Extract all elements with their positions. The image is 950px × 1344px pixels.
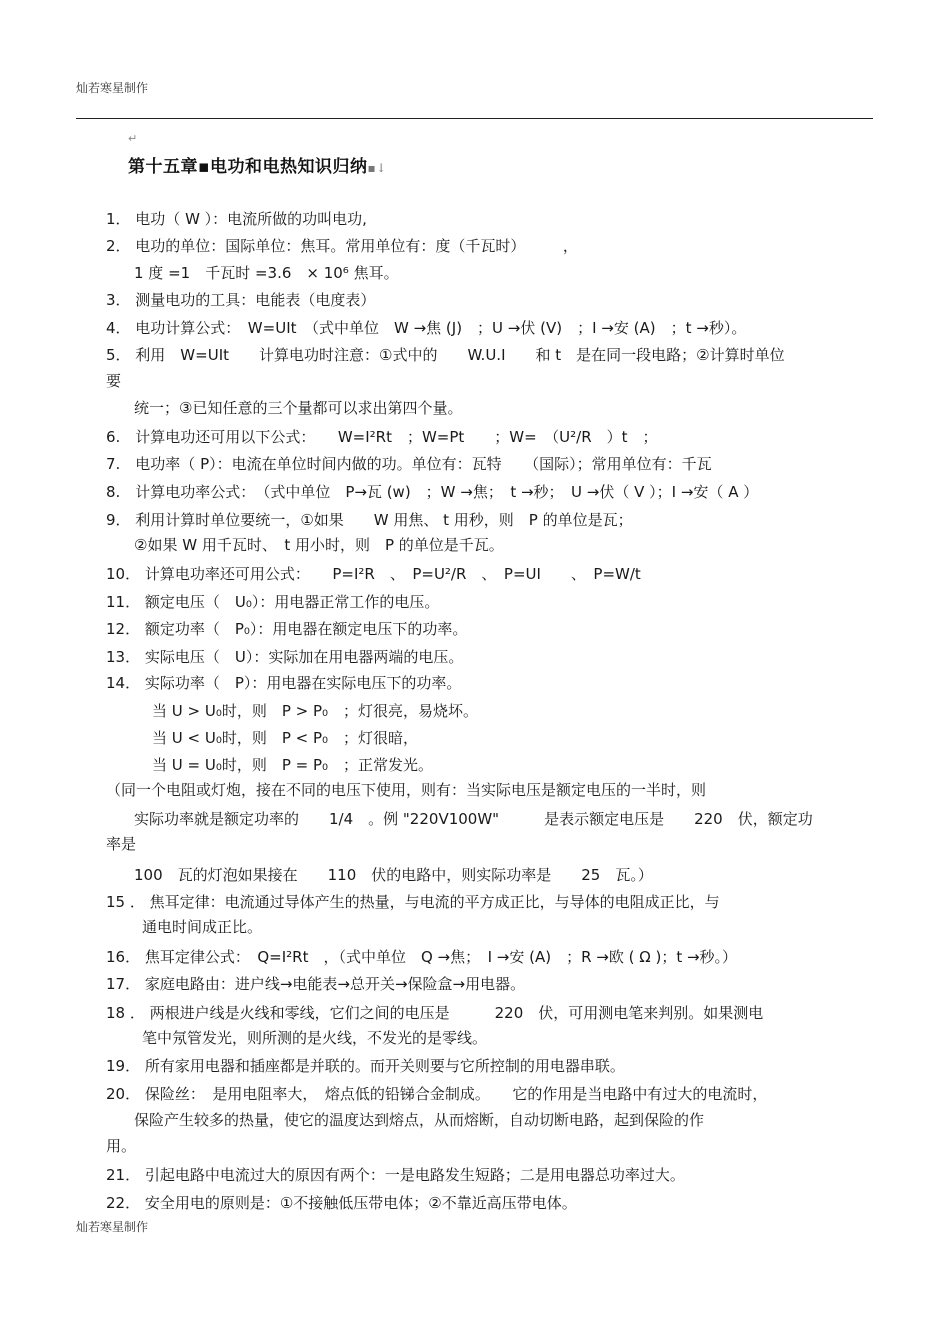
line-02: 2． 电功的单位：国际单位：焦耳。常用单位有：度（千瓦时） ， (106, 237, 578, 255)
line-10: 7. 电功率（ P）：电流在单位时间内做的功。单位有：瓦特 （国际）；常用单位有：千瓦 (106, 455, 712, 473)
line-21: 当 U = U₀时，则 P = P₀ ；正常发光。 (152, 756, 434, 774)
line-19: 当 U > U₀时，则 P > P₀ ；灯很亮，易烧坏。 (152, 702, 479, 720)
line-05: 4． 电功计算公式： W=UIt （式中单位 W →焦 (J) ；U →伏 (V) ；I →安 (A) ；t →秒）。 (106, 319, 747, 337)
line-28: 16． 焦耳定律公式： Q=I²Rt ，（式中单位 Q →焦； I →安 (A) ；R →欧 ( Ω )；t →秒。） (106, 948, 738, 966)
line-34: 保险产生较多的热量，使它的温度达到熔点，从而熔断，自动切断电路，起到保险的作 (134, 1111, 705, 1129)
line-23: 实际功率就是额定功率的 1/4 。例 "220V100W" 是表示额定电压是 220 伏，额定功 (134, 810, 813, 828)
line-33: 20． 保险丝： 是用电阻率大， 熔点低的铅锑合金制成。 它的作用是当电路中有过大的电流时， (106, 1085, 768, 1103)
chapter-title-text: 第十五章▪电功和电热知识归纳 (128, 157, 368, 177)
line-12: 9． 利用计算时单位要统一，①如果 W 用焦、 t 用秒，则 P 的单位是瓦； (106, 511, 633, 529)
chapter-title (128, 152, 387, 177)
line-18: 14． 实际功率（ P）：用电器在实际电压下的功率。 (106, 674, 462, 692)
paragraph-mark: ↵ (128, 132, 138, 145)
line-04: 3． 测量电功的工具：电能表（电度表） (106, 291, 376, 309)
title-format-marks: ▪↓ (367, 161, 387, 175)
line-17: 13． 实际电压（ U）：实际加在用电器两端的电压。 (106, 648, 464, 666)
line-14: 10． 计算电功率还可用公式： P=I²R 、 P=U²/R 、 P=UI 、 P=W/t (106, 565, 641, 583)
line-32: 19． 所有家用电器和插座都是并联的。而开关则要与它所控制的用电器串联。 (106, 1057, 625, 1075)
line-16: 12． 额定功率（ P₀）：用电器在额定电压下的功率。 (106, 620, 468, 638)
line-24: 率是 (106, 835, 137, 853)
line-09: 6. 计算电功还可用以下公式： W=I²Rt ；W=Pt ；W= （U²/R ）t ； (106, 428, 658, 446)
line-11: 8. 计算电功率公式： （式中单位 P→瓦 (w) ；W →焦； t →秒； U →伏（ V ）；I →安（ A ） (106, 483, 759, 501)
line-25: 100 瓦的灯泡如果接在 110 伏的电路中，则实际功率是 25 瓦。） (134, 866, 653, 884)
line-07: 要 (106, 372, 122, 390)
line-37: 22． 安全用电的原则是：①不接触低压带电体；②不靠近高压带电体。 (106, 1194, 577, 1212)
line-26: 15 ． 焦耳定律：电流通过导体产生的热量，与电流的平方成正比，与导体的电阻成正比，与 (106, 893, 720, 911)
line-30: 18 ． 两根进户线是火线和零线，它们之间的电压是 220 伏，可用测电笔来判别。如果测电 (106, 1004, 764, 1022)
line-29: 17． 家庭电路由：进户线→电能表→总开关→保险盒→用电器。 (106, 975, 526, 993)
page-header: 灿若寒星制作 (76, 81, 149, 95)
line-22: （同一个电阻或灯炮，接在不同的电压下使用，则有：当实际电压是额定电压的一半时，则 (106, 781, 707, 799)
line-20: 当 U < U₀时，则 P < P₀ ；灯很暗， (152, 729, 419, 747)
page-footer: 灿若寒星制作 (76, 1220, 149, 1234)
line-15: 11． 额定电压（ U₀）：用电器正常工作的电压。 (106, 593, 440, 611)
line-06: 5． 利用 W=UIt 计算电功时注意：①式中的 W.U.I 和 t 是在同一段电路；②计算时单位 (106, 346, 785, 364)
line-08: 统一；③已知任意的三个量都可以求出第四个量。 (134, 399, 463, 417)
line-35: 用。 (106, 1137, 137, 1155)
line-27: 通电时间成正比。 (142, 918, 263, 936)
line-13: ②如果 W 用千瓦时、 t 用小时，则 P 的单位是千瓦。 (134, 536, 504, 554)
header-rule (76, 118, 873, 119)
line-31: 笔中氖管发光，则所测的是火线，不发光的是零线。 (142, 1029, 488, 1047)
line-01: 1． 电功（ W ）：电流所做的功叫电功, (106, 210, 367, 228)
line-03: 1 度 =1 千瓦时 =3.6 × 10⁶ 焦耳。 (134, 264, 399, 282)
line-36: 21． 引起电路中电流过大的原因有两个：一是电路发生短路；二是用电器总功率过大。 (106, 1166, 685, 1184)
